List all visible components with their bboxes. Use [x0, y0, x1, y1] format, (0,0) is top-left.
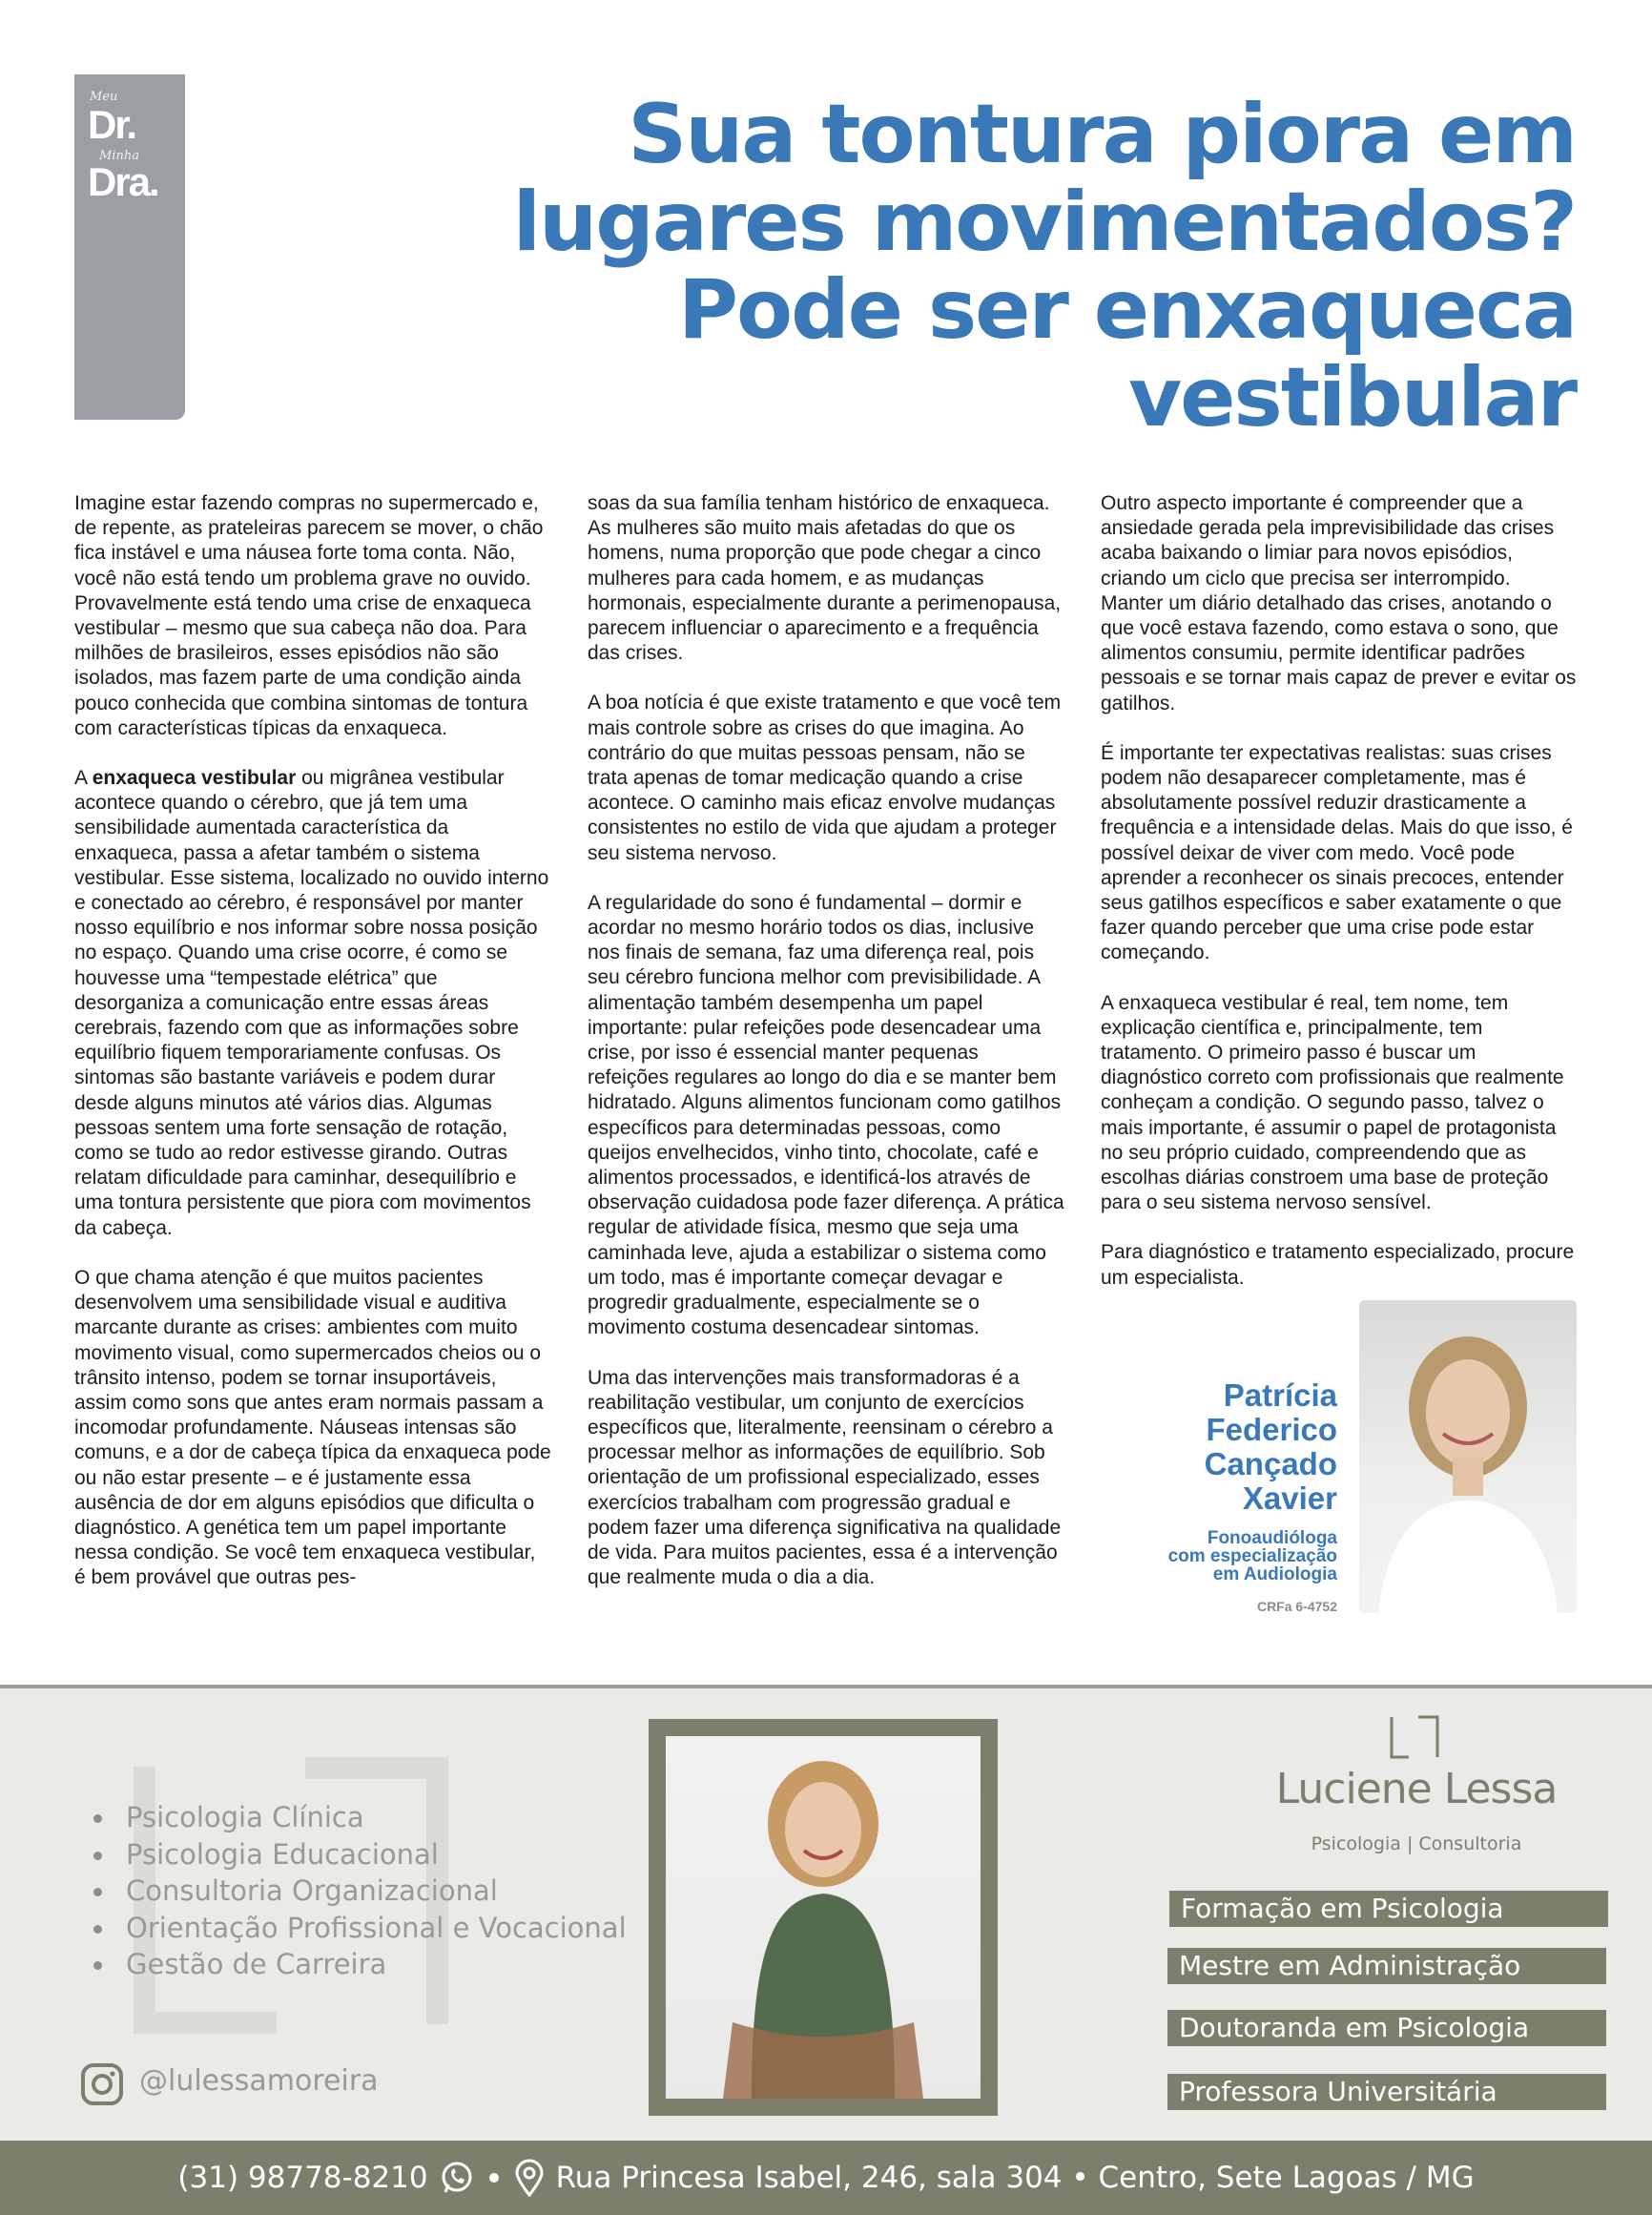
- author-role-line: com especialização: [1167, 1546, 1337, 1566]
- paragraph: Para diagnóstico e tratamento especializado, procure um especialista.: [1101, 1241, 1575, 1289]
- contact-bar-content: [0, 2141, 1652, 2215]
- list-item: Psicologia Clínica: [126, 1799, 627, 1836]
- author-name-line: Cançado: [1204, 1446, 1337, 1481]
- credential-badge: Doutoranda em Psicologia: [1167, 2010, 1606, 2046]
- address: Rua Princesa Isabel, 246, sala 304 • Centro, Sete Lagoas / MG: [555, 2161, 1475, 2195]
- credential-badge: Professora Universitária: [1167, 2074, 1606, 2110]
- article-column-1: [74, 491, 551, 1616]
- list-item: Consultoria Organizacional: [126, 1873, 627, 1910]
- brand-tagline: Psicologia | Consultoria: [1311, 1833, 1522, 1854]
- section-tab-line-2: Dra.: [88, 159, 158, 204]
- credential-badge: Mestre em Administração: [1167, 1948, 1606, 1984]
- author-name-line: Federico: [1206, 1412, 1337, 1447]
- paragraph: A regularidade do sono é fundamental – dormir e acordar no mesmo horário todos os dias, inclusive nos finais de semana, faz uma diferença real, pois seu cérebro funciona melhor com previsibilidade. A alimentação também desempenha um papel importante: pular refeições pode desencadear uma crise, por isso é essencial manter pequenas refeições regulares ao longo do dia e se manter bem hidratado. Alguns alimentos funcionam como gatilhos específicos para determinadas pessoas, como queijos envelhecidos, vinho tinto, chocolate, café e alimentos processados, e identificá-los através de observação cuidadosa pode fazer diferença. A prática regular de atividade física, mesmo que seja uma caminhada leve, ajuda a estabilizar o sistema como um todo, mas é importante começar devagar e progredir gradualmente, especialmente se o movimento costuma desencadear sintomas.: [588, 891, 1064, 1339]
- author-name-line: Xavier: [1242, 1480, 1337, 1516]
- separator-dot-icon: [485, 2169, 503, 2186]
- section-tab-small-2: Minha: [99, 149, 139, 163]
- brand-logo-icon: [1388, 1715, 1441, 1759]
- paragraph: O que chama atenção é que muitos pacientes desenvolvem uma sensibilidade visual e auditiva marcante durante as crises: ambientes com muito movimento visual, como supermercados cheios ou o trânsito intenso, podem se tornar insuportáveis, assim como sons que antes eram normais passam a incomodar profundamente. Náuseas intensas são comuns, e a dor de cabeça típica da enxaqueca pode ou não estar presente – e é justamente essa ausência de dor em alguns episódios que dificulta o diagnóstico. A genética tem um papel importante nessa condição. Se você tem enxaqueca vestibular, é bem provável que outras pes-: [74, 1266, 551, 1589]
- author-portrait-icon: [1359, 1300, 1577, 1613]
- author-name: [1097, 1378, 1337, 1516]
- author-role-line: Fonoaudióloga: [1207, 1528, 1337, 1548]
- advertiser-portrait-icon: [666, 1736, 981, 2099]
- article-column-2: [588, 491, 1064, 1615]
- bold-term: enxaqueca vestibular: [92, 767, 297, 790]
- paragraph: É importante ter expectativas realistas: suas crises podem não desaparecer completamente, mas é absolutamente possível reduzir drasticamente a frequência e a intensidade delas. Mais do que isso, é possível deixar de viver com medo. Você pode aprender a reconhecer os sinais precoces, entender seus gatilhos específicos e saber exatamente o que fazer quando perceber que uma crise pode estar começando.: [1101, 741, 1573, 964]
- paragraph-text: A: [74, 767, 93, 790]
- section-tab-small-1: Meu: [90, 90, 118, 104]
- phone-number[interactable]: (31) 98778-8210: [177, 2161, 428, 2195]
- section-tab-line-1: Dr.: [88, 102, 136, 147]
- author-role: [1097, 1529, 1337, 1584]
- headline-line: Sua tontura piora em: [628, 87, 1576, 182]
- instagram-handle[interactable]: @lulessamoreira: [139, 2064, 379, 2098]
- whatsapp-icon: [440, 2161, 474, 2195]
- paragraph: Outro aspecto importante é compreender que a ansiedade gerada pela imprevisibilidade das crises acaba baixando o limiar para novos episódios, criando um ciclo que precisa ser interrompido. Manter um diário detalhado das crises, anotando o que você estava fazendo, como estava o sono, que alimentos consumiu, permite identificar padrões pessoais e se tornar mais capaz de prever e evitar os gatilhos.: [1101, 492, 1577, 714]
- author-role-line: em Audiologia: [1212, 1564, 1337, 1584]
- advertiser-photo: [666, 1736, 981, 2099]
- paragraph: Imagine estar fazendo compras no supermercado e, de repente, as prateleiras parecem se mover, o chão fica instável e uma náusea forte toma conta. Não, você não está tendo um problema grave no ouvido. Provavelmente está tendo uma crise de enxaqueca vestibular – mesmo que sua cabeça não doa. Para milhões de brasileiros, esses episódios não são isolados, mas fazem parte de uma condição ainda pouco conhecida que combina sintomas de tontura com características típicas da enxaqueca.: [74, 492, 544, 739]
- paragraph: soas da sua família tenham histórico de enxaqueca. As mulheres são muito mais afetadas do que os homens, numa proporção que pode chegar a cinco mulheres para cada homem, e as mudanças hormonais, especialmente durante a perimenopausa, parecem influenciar o aparecimento e a frequência das crises.: [588, 492, 1062, 665]
- list-item: Gestão de Carreira: [126, 1946, 627, 1983]
- headline-line: vestibular: [1128, 350, 1576, 445]
- credential-badge: Formação em Psicologia: [1169, 1891, 1608, 1927]
- paragraph-text: ou migrânea vestibular acontece quando o cérebro, que já tem uma sensibilidade aumentada característica da enxaqueca, passa a afetar também o sistema vestibular. Esse sistema, localizado no ouvido interno e conectado ao cérebro, é responsável por manter nosso equilíbrio e nos informar sobre nossa posição no espaço. Quando uma crise ocorre, é como se houvesse uma “tempestade elétrica” que desorganiza a comunicação entre essas áreas cerebrais, fazendo com que as informações sobre equilíbrio fiquem temporariamente confusas. Os sintomas são bastante variáveis e podem durar desde alguns minutos até vários dias. Algumas pessoas sentem uma forte sensação de rotação, como se tudo ao redor estivesse girando. Outras relatam dificuldade para caminhar, desequilíbrio e uma tontura persistente que piora com movimentos da cabeça.: [74, 767, 549, 1239]
- headline-line: lugares movimentados?: [512, 175, 1576, 270]
- author-photo: [1359, 1300, 1577, 1613]
- location-pin-icon: [514, 2159, 545, 2197]
- paragraph: A boa notícia é que existe tratamento e que você tem mais controle sobre as crises do que imagina. Ao contrário do que muitas pessoas pensam, não se trata apenas de tomar medicação quando a crise acontece. O caminho mais eficaz envolve mudanças consistentes no estilo de vida que ajudam a proteger seu sistema nervoso.: [588, 692, 1062, 864]
- paragraph: A enxaqueca vestibular é real, tem nome, tem explicação científica e, principalmente, tem tratamento. O primeiro passo é buscar um diagnóstico correto com profissionais que realmente conheçam a condição. O segundo passo, talvez o mais importante, é assumir o papel de protagonista no seu próprio cuidado, compreendendo que as escolhas diárias constroem uma base de proteção para o seu sistema nervoso sensível.: [1101, 991, 1564, 1214]
- instagram-icon: [80, 2062, 124, 2106]
- paragraph: [74, 766, 551, 1241]
- author-name-line: Patrícia: [1223, 1377, 1337, 1413]
- services-list: [126, 1799, 627, 1983]
- author-registration: CRFa 6-4752: [1256, 1599, 1337, 1614]
- headline-line: Pode ser enxaqueca: [678, 262, 1576, 358]
- brand-name: Luciene Lessa: [1275, 1765, 1558, 1813]
- list-item: Psicologia Educacional: [126, 1836, 627, 1873]
- list-item: Orientação Profissional e Vocacional: [126, 1910, 627, 1947]
- paragraph: Uma das intervenções mais transformadoras é a reabilitação vestibular, um conjunto de exercícios específicos que, literalmente, reensinam o cérebro a processar melhor as informações de equilíbrio. Sob orientação de um profissional especializado, esses exercícios trabalham com progressão gradual e podem fazer uma diferença significativa na qualidade de vida. Para muitos pacientes, essa é a intervenção que realmente muda o dia a dia.: [588, 1366, 1062, 1589]
- headline: [401, 87, 1576, 445]
- section-tab: [74, 74, 185, 420]
- article-column-3: [1101, 491, 1578, 1315]
